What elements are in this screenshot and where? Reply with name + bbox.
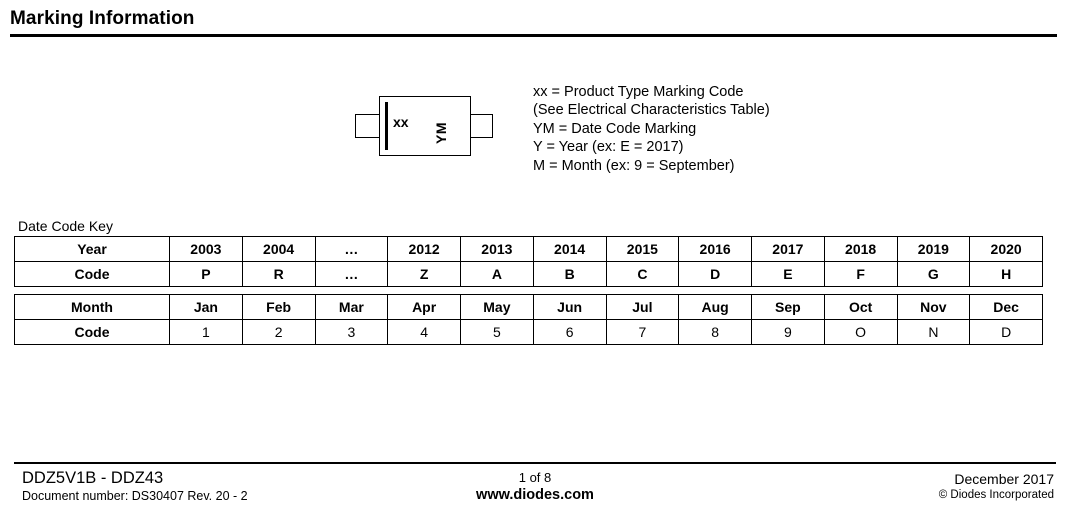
marking-legend [533, 83, 770, 175]
year-cell: 2012 [388, 237, 461, 262]
year-code-cell: C [606, 262, 679, 287]
page-number-label: 1 of 8 [518, 470, 552, 485]
table-row [15, 320, 1043, 345]
footer-center [14, 470, 1056, 504]
marking-xx-label: xx [393, 114, 409, 130]
month-code-cell: 7 [606, 320, 679, 345]
page-title: Marking Information [10, 8, 195, 29]
month-code-cell: 6 [533, 320, 606, 345]
legend-line-2: (See Electrical Characteristics Table) [533, 102, 770, 119]
year-code-cell: F [824, 262, 897, 287]
part-range-label: DDZ5V1B - DDZ43 [22, 469, 164, 487]
package-marking-diagram [355, 92, 495, 162]
month-code-row-label: Code [15, 320, 170, 345]
month-cell: Sep [752, 295, 825, 320]
year-code-cell: … [315, 262, 388, 287]
publication-date-label: December 2017 [954, 471, 1054, 487]
month-cell: Nov [897, 295, 970, 320]
month-code-cell: 2 [242, 320, 315, 345]
year-code-cell: E [752, 262, 825, 287]
year-cell: 2004 [242, 237, 315, 262]
month-cell: Feb [242, 295, 315, 320]
table-row [15, 262, 1043, 287]
year-cell: 2003 [170, 237, 243, 262]
year-code-cell: H [970, 262, 1043, 287]
year-cell: 2020 [970, 237, 1043, 262]
document-number-label: Document number: DS30407 Rev. 20 - 2 [22, 489, 248, 503]
header-rule [10, 34, 1057, 37]
month-code-cell: 5 [461, 320, 534, 345]
year-code-table [14, 236, 1043, 287]
month-cell: May [461, 295, 534, 320]
year-row-label: Year [15, 237, 170, 262]
month-code-cell: N [897, 320, 970, 345]
page-footer [14, 468, 1056, 514]
legend-line-4: Y = Year (ex: E = 2017) [533, 139, 684, 156]
year-cell: 2014 [533, 237, 606, 262]
cathode-band-icon [385, 102, 388, 150]
month-cell: Jun [533, 295, 606, 320]
month-cell: Jul [606, 295, 679, 320]
month-code-cell: 8 [679, 320, 752, 345]
year-cell: 2013 [461, 237, 534, 262]
month-cell: Aug [679, 295, 752, 320]
month-cell: Apr [388, 295, 461, 320]
marking-ym-label: YM [433, 122, 449, 144]
month-cell: Jan [170, 295, 243, 320]
year-cell: 2016 [679, 237, 752, 262]
month-code-cell: 4 [388, 320, 461, 345]
month-row-label: Month [15, 295, 170, 320]
month-cell: Dec [970, 295, 1043, 320]
marking-ym-container [433, 122, 449, 184]
month-code-cell: O [824, 320, 897, 345]
footer-rule [14, 462, 1056, 464]
legend-line-3: YM = Date Code Marking [533, 120, 697, 137]
date-code-key-label: Date Code Key [18, 218, 113, 234]
table-row [15, 237, 1043, 262]
table-row [15, 295, 1043, 320]
year-code-cell: G [897, 262, 970, 287]
year-cell: 2018 [824, 237, 897, 262]
page-header [10, 8, 1057, 37]
month-code-cell: 1 [170, 320, 243, 345]
month-code-cell: 3 [315, 320, 388, 345]
month-code-cell: 9 [752, 320, 825, 345]
year-cell: 2015 [606, 237, 679, 262]
year-code-cell: P [170, 262, 243, 287]
year-code-cell: A [461, 262, 534, 287]
copyright-label: © Diodes Incorporated [938, 489, 1054, 501]
website-link[interactable]: www.diodes.com [476, 487, 594, 503]
year-cell: 2017 [752, 237, 825, 262]
lead-left-icon [355, 114, 381, 138]
month-code-table [14, 294, 1043, 345]
year-code-cell: R [242, 262, 315, 287]
month-cell: Mar [315, 295, 388, 320]
footer-right [939, 470, 1054, 503]
month-cell: Oct [824, 295, 897, 320]
year-code-cell: D [679, 262, 752, 287]
legend-line-1: xx = Product Type Marking Code [533, 84, 744, 100]
year-cell: … [315, 237, 388, 262]
month-code-cell: D [970, 320, 1043, 345]
year-code-cell: B [533, 262, 606, 287]
year-code-row-label: Code [15, 262, 170, 287]
year-cell: 2019 [897, 237, 970, 262]
year-code-cell: Z [388, 262, 461, 287]
legend-line-5: M = Month (ex: 9 = September) [533, 157, 735, 174]
